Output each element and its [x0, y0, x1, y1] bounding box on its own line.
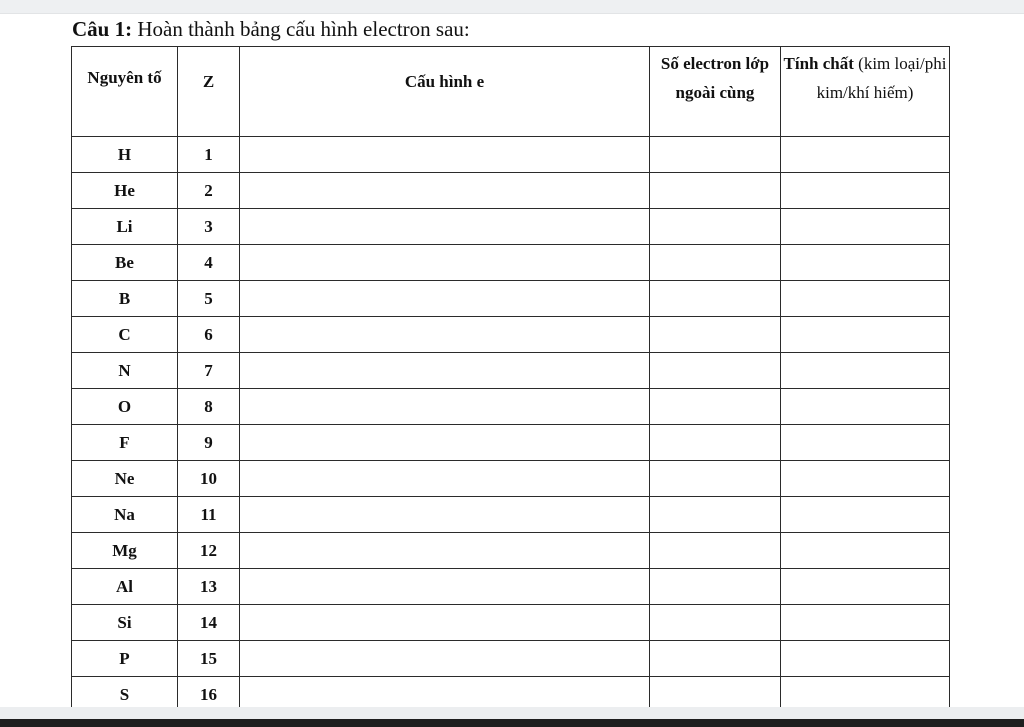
cell-element: Na: [72, 497, 178, 533]
cell-config[interactable]: [240, 641, 650, 677]
table-row: [72, 425, 950, 461]
cell-element: O: [72, 389, 178, 425]
table-header-row: [72, 47, 950, 137]
question-text: Hoàn thành bảng cấu hình electron sau:: [132, 17, 470, 41]
cell-property[interactable]: [781, 245, 950, 281]
cell-property[interactable]: [781, 677, 950, 708]
cell-config[interactable]: [240, 605, 650, 641]
cell-element: Li: [72, 209, 178, 245]
table-row: [72, 281, 950, 317]
cell-z: 11: [178, 497, 240, 533]
cell-z: 8: [178, 389, 240, 425]
table-row: [72, 533, 950, 569]
cell-outer-electrons[interactable]: [650, 461, 781, 497]
cell-config[interactable]: [240, 389, 650, 425]
cell-outer-electrons[interactable]: [650, 209, 781, 245]
table-row: [72, 605, 950, 641]
cell-element: Al: [72, 569, 178, 605]
taskbar-edge: [0, 719, 1024, 727]
cell-z: 2: [178, 173, 240, 209]
cell-outer-electrons[interactable]: [650, 245, 781, 281]
table-row: [72, 209, 950, 245]
cell-element: Ne: [72, 461, 178, 497]
cell-property[interactable]: [781, 497, 950, 533]
cell-z: 10: [178, 461, 240, 497]
question-number: Câu 1:: [72, 17, 133, 41]
cell-config[interactable]: [240, 317, 650, 353]
header-property-bold: Tính chất: [783, 54, 854, 73]
table-row: [72, 173, 950, 209]
header-property: [781, 47, 950, 137]
cell-config[interactable]: [240, 209, 650, 245]
table-body: [72, 137, 950, 708]
cell-config[interactable]: [240, 569, 650, 605]
cell-outer-electrons[interactable]: [650, 137, 781, 173]
cell-property[interactable]: [781, 533, 950, 569]
viewer-bottom-bar: [0, 707, 1024, 727]
cell-property[interactable]: [781, 569, 950, 605]
header-config: Cấu hình e: [240, 47, 650, 137]
cell-outer-electrons[interactable]: [650, 677, 781, 708]
cell-property[interactable]: [781, 281, 950, 317]
table-row: [72, 497, 950, 533]
cell-element: Be: [72, 245, 178, 281]
cell-outer-electrons[interactable]: [650, 641, 781, 677]
cell-element: B: [72, 281, 178, 317]
table-row: [72, 389, 950, 425]
cell-config[interactable]: [240, 245, 650, 281]
cell-outer-electrons[interactable]: [650, 533, 781, 569]
cell-outer-electrons[interactable]: [650, 605, 781, 641]
cell-element: Mg: [72, 533, 178, 569]
cell-outer-electrons[interactable]: [650, 173, 781, 209]
cell-outer-electrons[interactable]: [650, 497, 781, 533]
cell-property[interactable]: [781, 317, 950, 353]
table-row: [72, 245, 950, 281]
table-row: [72, 677, 950, 708]
cell-outer-electrons[interactable]: [650, 281, 781, 317]
cell-property[interactable]: [781, 425, 950, 461]
cell-property[interactable]: [781, 173, 950, 209]
cell-property[interactable]: [781, 389, 950, 425]
table-row: [72, 461, 950, 497]
electron-configuration-table: [71, 46, 950, 707]
cell-config[interactable]: [240, 497, 650, 533]
cell-config[interactable]: [240, 533, 650, 569]
table-row: [72, 317, 950, 353]
table-row: [72, 569, 950, 605]
cell-config[interactable]: [240, 173, 650, 209]
cell-outer-electrons[interactable]: [650, 353, 781, 389]
cell-config[interactable]: [240, 137, 650, 173]
cell-element: P: [72, 641, 178, 677]
cell-z: 13: [178, 569, 240, 605]
cell-z: 12: [178, 533, 240, 569]
cell-config[interactable]: [240, 281, 650, 317]
cell-property[interactable]: [781, 137, 950, 173]
table-row: [72, 353, 950, 389]
viewer-top-strip: [0, 0, 1024, 14]
cell-element: C: [72, 317, 178, 353]
cell-z: 6: [178, 317, 240, 353]
cell-z: 3: [178, 209, 240, 245]
cell-z: 4: [178, 245, 240, 281]
cell-element: S: [72, 677, 178, 708]
table-row: [72, 137, 950, 173]
cell-z: 15: [178, 641, 240, 677]
cell-outer-electrons[interactable]: [650, 569, 781, 605]
cell-outer-electrons[interactable]: [650, 425, 781, 461]
cell-outer-electrons[interactable]: [650, 317, 781, 353]
table-row: [72, 641, 950, 677]
cell-element: He: [72, 173, 178, 209]
header-outer-electrons: Số electron lớp ngoài cùng: [650, 47, 781, 137]
cell-z: 16: [178, 677, 240, 708]
cell-z: 9: [178, 425, 240, 461]
cell-property[interactable]: [781, 641, 950, 677]
cell-config[interactable]: [240, 677, 650, 708]
cell-element: N: [72, 353, 178, 389]
question-heading: [72, 16, 470, 42]
cell-element: H: [72, 137, 178, 173]
cell-config[interactable]: [240, 461, 650, 497]
cell-z: 1: [178, 137, 240, 173]
cell-element: F: [72, 425, 178, 461]
cell-z: 5: [178, 281, 240, 317]
cell-property[interactable]: [781, 209, 950, 245]
cell-property[interactable]: [781, 461, 950, 497]
cell-config[interactable]: [240, 353, 650, 389]
cell-z: 14: [178, 605, 240, 641]
cell-z: 7: [178, 353, 240, 389]
cell-config[interactable]: [240, 425, 650, 461]
cell-property[interactable]: [781, 605, 950, 641]
document-page: [0, 14, 1024, 707]
cell-property[interactable]: [781, 353, 950, 389]
cell-outer-electrons[interactable]: [650, 389, 781, 425]
header-property-rest: (kim loại/phi kim/khí hiếm): [816, 54, 947, 102]
header-z: Z: [178, 47, 240, 137]
header-element: Nguyên tố: [72, 47, 178, 137]
cell-element: Si: [72, 605, 178, 641]
